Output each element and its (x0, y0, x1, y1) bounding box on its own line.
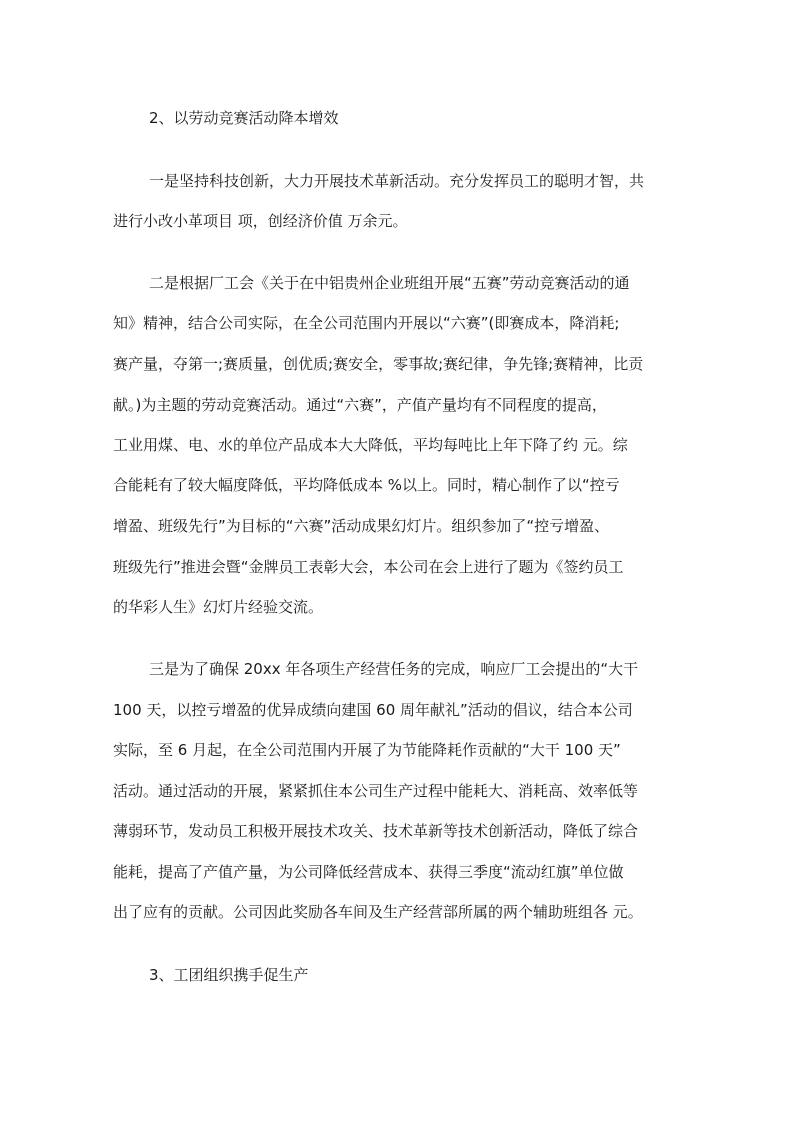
paragraph-line: 赛产量，夺第一;赛质量，创优质;赛安全，零事故;赛纪律，争先锋;赛精神，比贡 (113, 355, 644, 373)
paragraph-line: 出了应有的贡献。公司因此奖励各车间及生产经营部所属的两个辅助班组各 元。 (113, 903, 643, 921)
paragraph-line: 的华彩人生》幻灯片经验交流。 (113, 598, 324, 616)
paragraph-line: 增盈、班级先行”为目标的“六赛”活动成果幻灯片。组织参加了“控亏增盈、 (113, 517, 610, 535)
section-heading-2: 2、以劳动竞赛活动降本增效 (149, 109, 339, 127)
paragraph-line: 班级先行”推进会暨“金牌员工表彰大会，本公司在会上进行了题为《签约员工 (113, 558, 624, 576)
paragraph-line: 献。)为主题的劳动竞赛活动。通过“六赛”，产值产量均有不同程度的提高， (113, 396, 607, 414)
paragraph-line: 实际，至 6 月起，在全公司范围内开展了为节能降耗作贡献的“大干 100 天” (113, 741, 621, 759)
section-heading-3: 3、工团组织携手促生产 (149, 966, 309, 984)
paragraph-line: 二是根据厂工会《关于在中铝贵州企业班组开展“五赛”劳动竞赛活动的通 (149, 274, 630, 292)
paragraph-line: 工业用煤、电、水的单位产品成本大大降低，平均每吨比上年下降了约 元。综 (113, 436, 628, 454)
paragraph-line: 知》精神，结合公司实际，在全公司范围内开展以“六赛”(即赛成本，降消耗; (113, 314, 620, 332)
paragraph-line: 合能耗有了较大幅度降低，平均降低成本 %以上。同时，精心制作了以“控亏 (113, 476, 620, 494)
paragraph-line: 能耗，提高了产值产量，为公司降低经营成本、获得三季度“流动红旗”单位做 (113, 863, 624, 881)
paragraph-line: 活动。通过活动的开展，紧紧抓住本公司生产过程中能耗大、消耗高、效率低等 (113, 782, 639, 800)
paragraph-line: 三是为了确保 20xx 年各项生产经营任务的完成，响应厂工会提出的“大干 (149, 660, 639, 678)
paragraph-line: 100 天，以控亏增盈的优异成绩向建国 60 周年献礼”活动的倡议，结合本公司 (113, 701, 633, 719)
paragraph-line: 薄弱环节，发动员工积极开展技术攻关、技术革新等技术创新活动，降低了综合 (113, 822, 639, 840)
paragraph-line: 一是坚持科技创新，大力开展技术革新活动。充分发挥员工的聪明才智，共 (149, 172, 645, 190)
paragraph-line: 进行小改小革项目 项，创经济价值 万余元。 (113, 212, 408, 230)
